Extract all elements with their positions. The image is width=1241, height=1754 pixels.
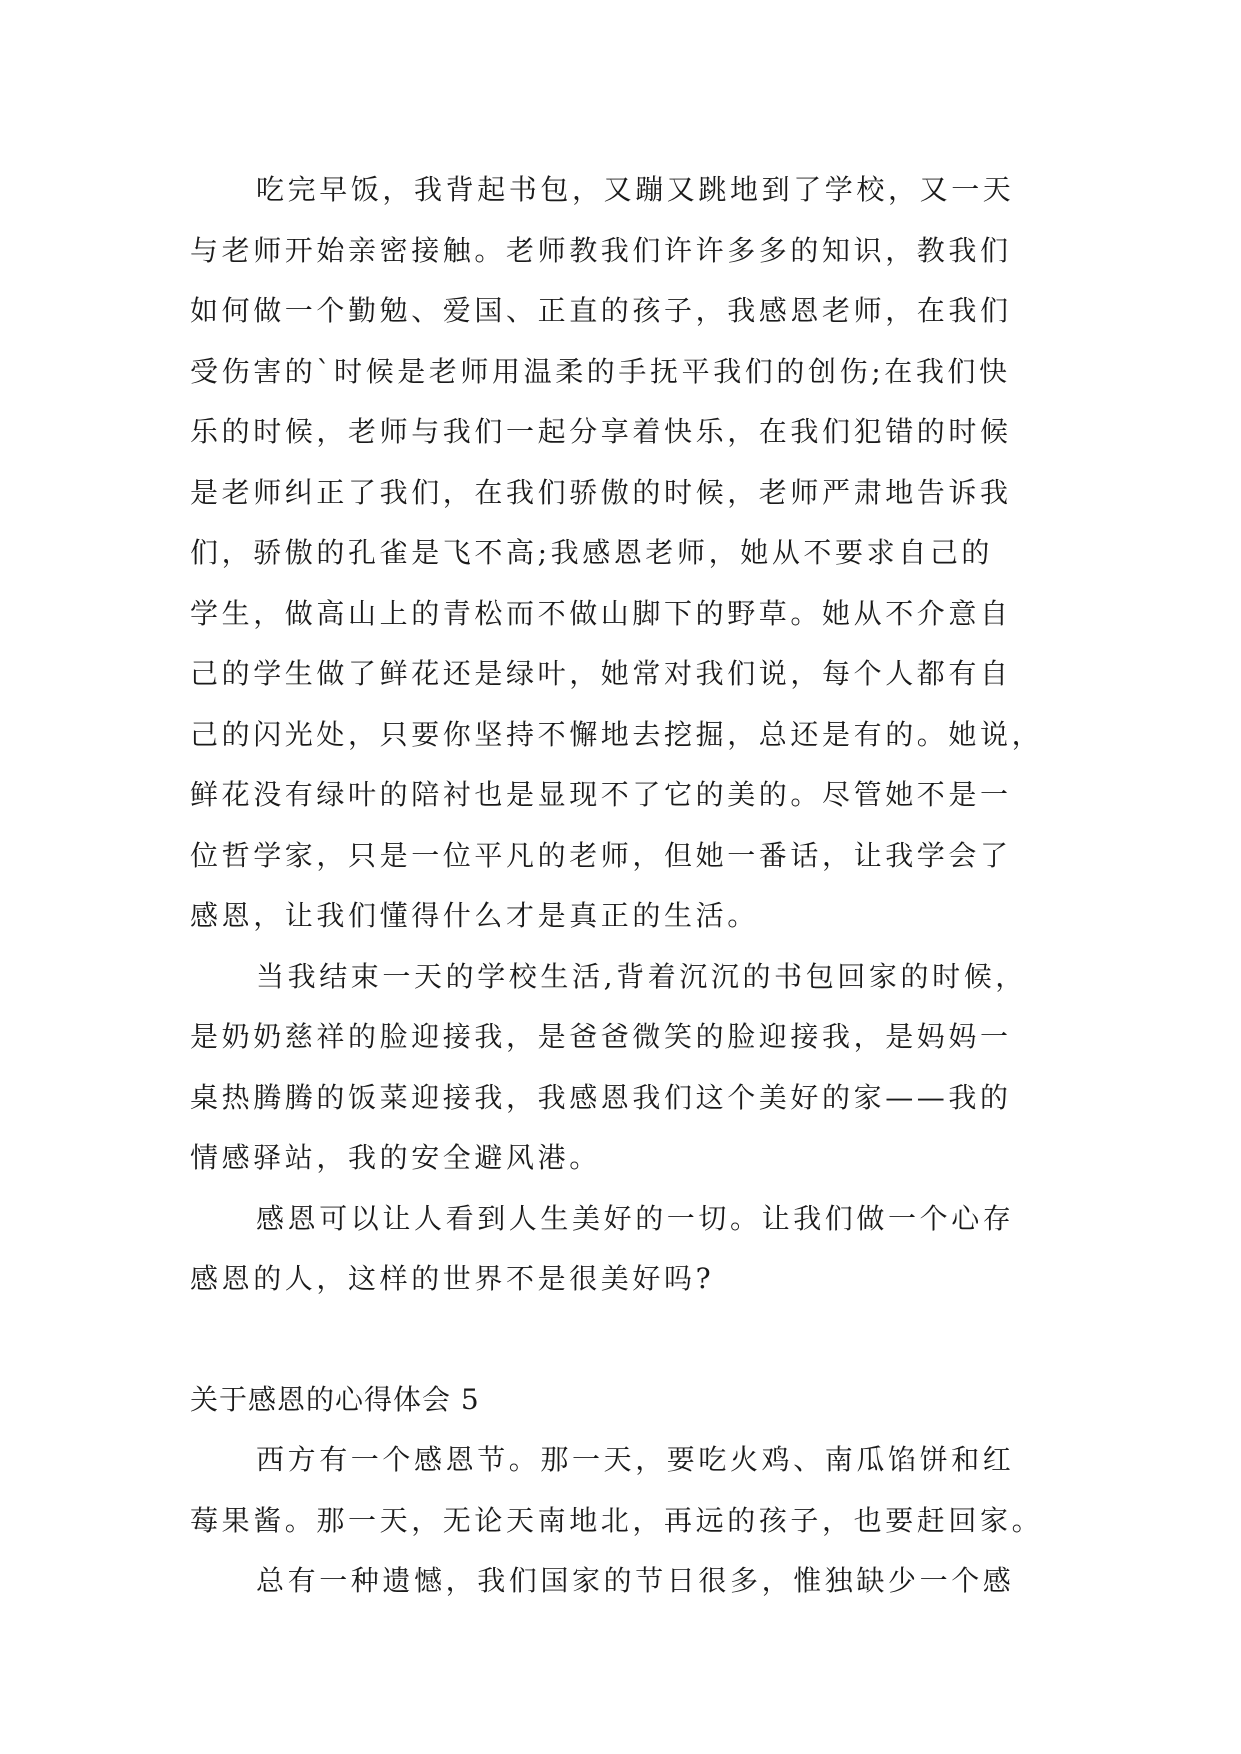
text-line: 们，骄傲的孔雀是飞不高;我感恩老师，她从不要求自己的 <box>190 536 994 569</box>
text-line: 感恩的人，这样的世界不是很美好吗? <box>190 1262 715 1295</box>
text-line: 情感驿站，我的安全避风港。 <box>190 1141 601 1174</box>
text-line: 与老师开始亲密接触。老师教我们许许多多的知识，教我们 <box>190 233 1012 267</box>
text-line: 位哲学家，只是一位平凡的老师，但她一番话，让我学会了 <box>190 838 1012 872</box>
text-line: 感恩，让我们懂得什么才是真正的生活。 <box>190 899 759 932</box>
text-line: 是老师纠正了我们，在我们骄傲的时候，老师严肃地告诉我 <box>190 475 1012 509</box>
paragraph <box>190 160 1050 947</box>
paragraph <box>190 1189 1050 1310</box>
text-line: 学生，做高山上的青松而不做山脚下的野草。她从不介意自 <box>190 596 1012 630</box>
text-line: 鲜花没有绿叶的陪衬也是显现不了它的美的。尽管她不是一 <box>190 778 1012 811</box>
paragraph <box>190 1551 1050 1612</box>
text-line: 当我结束一天的学校生活,背着沉沉的书包回家的时候， <box>256 959 1027 993</box>
text-line: 西方有一个感恩节。那一天，要吃火鸡、南瓜馅饼和红 <box>256 1443 1015 1476</box>
text-line: 莓果酱。那一天，无论天南地北，再远的孩子，也要赶回家。 <box>190 1503 1044 1537</box>
text-line: 如何做一个勤勉、爱国、正直的孩子，我感恩老师，在我们 <box>190 294 1012 327</box>
paragraph <box>190 1430 1050 1551</box>
text-line: 吃完早饭，我背起书包，又蹦又跳地到了学校，又一天 <box>256 173 1015 206</box>
text-line: 己的闪光处，只要你坚持不懈地去挖掘，总还是有的。她说， <box>190 717 1044 751</box>
section-spacer <box>190 1310 1050 1370</box>
section-heading: 关于感恩的心得体会 5 <box>190 1382 480 1416</box>
paragraph <box>190 947 1050 1189</box>
text-line: 桌热腾腾的饭菜迎接我，我感恩我们这个美好的家——我的 <box>190 1080 1012 1114</box>
text-line: 总有一种遗憾，我们国家的节日很多，惟独缺少一个感 <box>256 1564 1015 1597</box>
text-line: 乐的时候，老师与我们一起分享着快乐，在我们犯错的时候 <box>190 415 1012 448</box>
text-line: 是奶奶慈祥的脸迎接我，是爸爸微笑的脸迎接我，是妈妈一 <box>190 1020 1012 1053</box>
document-body <box>190 160 1050 1612</box>
text-line: 受伤害的`时候是老师用温柔的手抚平我们的创伤;在我们快 <box>190 354 1011 388</box>
text-line: 感恩可以让人看到人生美好的一切。让我们做一个心存 <box>256 1201 1015 1235</box>
text-line: 己的学生做了鲜花还是绿叶，她常对我们说，每个人都有自 <box>190 657 1012 690</box>
